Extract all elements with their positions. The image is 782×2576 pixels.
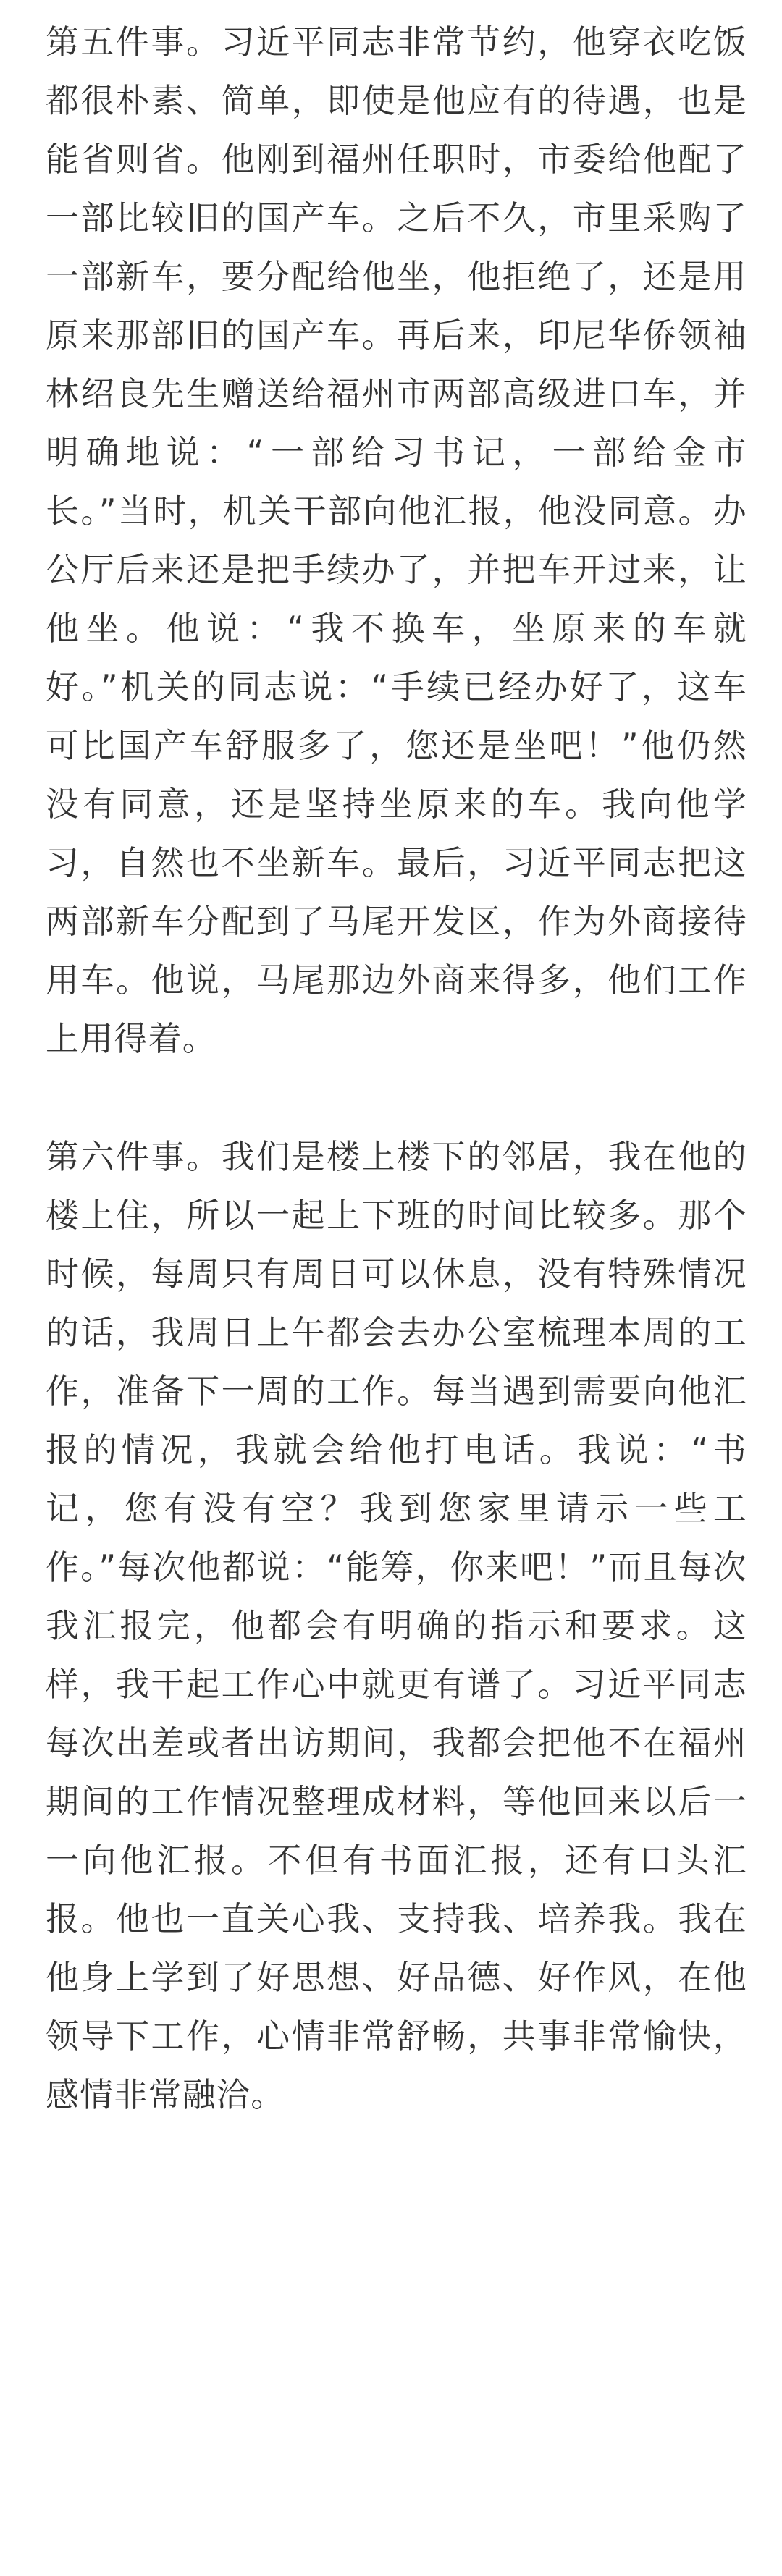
paragraph-spacer (46, 1068, 747, 1128)
paragraph-sixth-matter: 第六件事。我们是楼上楼下的邻居，我在他的楼上住，所以一起上下班的时间比较多。那个时候，每周只有周日可以休息，没有特殊情况的话，我周日上午都会去办公室梳理本周的工作，准备下一周的工作。每当遇到需要向他汇报的情况，我就会给他打电话。我说：“书记，您有没有空？我到您家里请示一些工作。”每次他都说：“能筹，你来吧！”而且每次我汇报完，他都会有明确的指示和要求。这样，我干起工作心中就更有谱了。习近平同志每次出差或者出访期间，我都会把他不在福州期间的工作情况整理成材料，等他回来以后一一向他汇报。不但有书面汇报，还有口头汇报。他也一直关心我、支持我、培养我。我在他身上学到了好思想、好品德、好作风，在他领导下工作，心情非常舒畅，共事非常愉快，感情非常融洽。 (46, 1137, 747, 2114)
paragraph-fifth-matter: 第五件事。习近平同志非常节约，他穿衣吃饭都很朴素、简单，即使是他应有的待遇，也是能省则省。他刚到福州任职时，市委给他配了一部比较旧的国产车。之后不久，市里采购了一部新车，要分配给他坐，他拒绝了，还是用原来那部旧的国产车。再后来，印尼华侨领袖林绍良先生赠送给福州市两部高级进口车，并明确地说：“一部给习书记，一部给金市长。”当时，机关干部向他汇报，他没同意。办公厅后来还是把手续办了，并把车开过来，让他坐。他说：“我不换车，坐原来的车就好。”机关的同志说：“手续已经办好了，这车可比国产车舒服多了，您还是坐吧！”他仍然没有同意，还是坚持坐原来的车。我向他学习，自然也不坐新车。最后，习近平同志把这两部新车分配到了马尾开发区，作为外商接待用车。他说，马尾那边外商来得多，他们工作上用得着。 (46, 22, 747, 1058)
